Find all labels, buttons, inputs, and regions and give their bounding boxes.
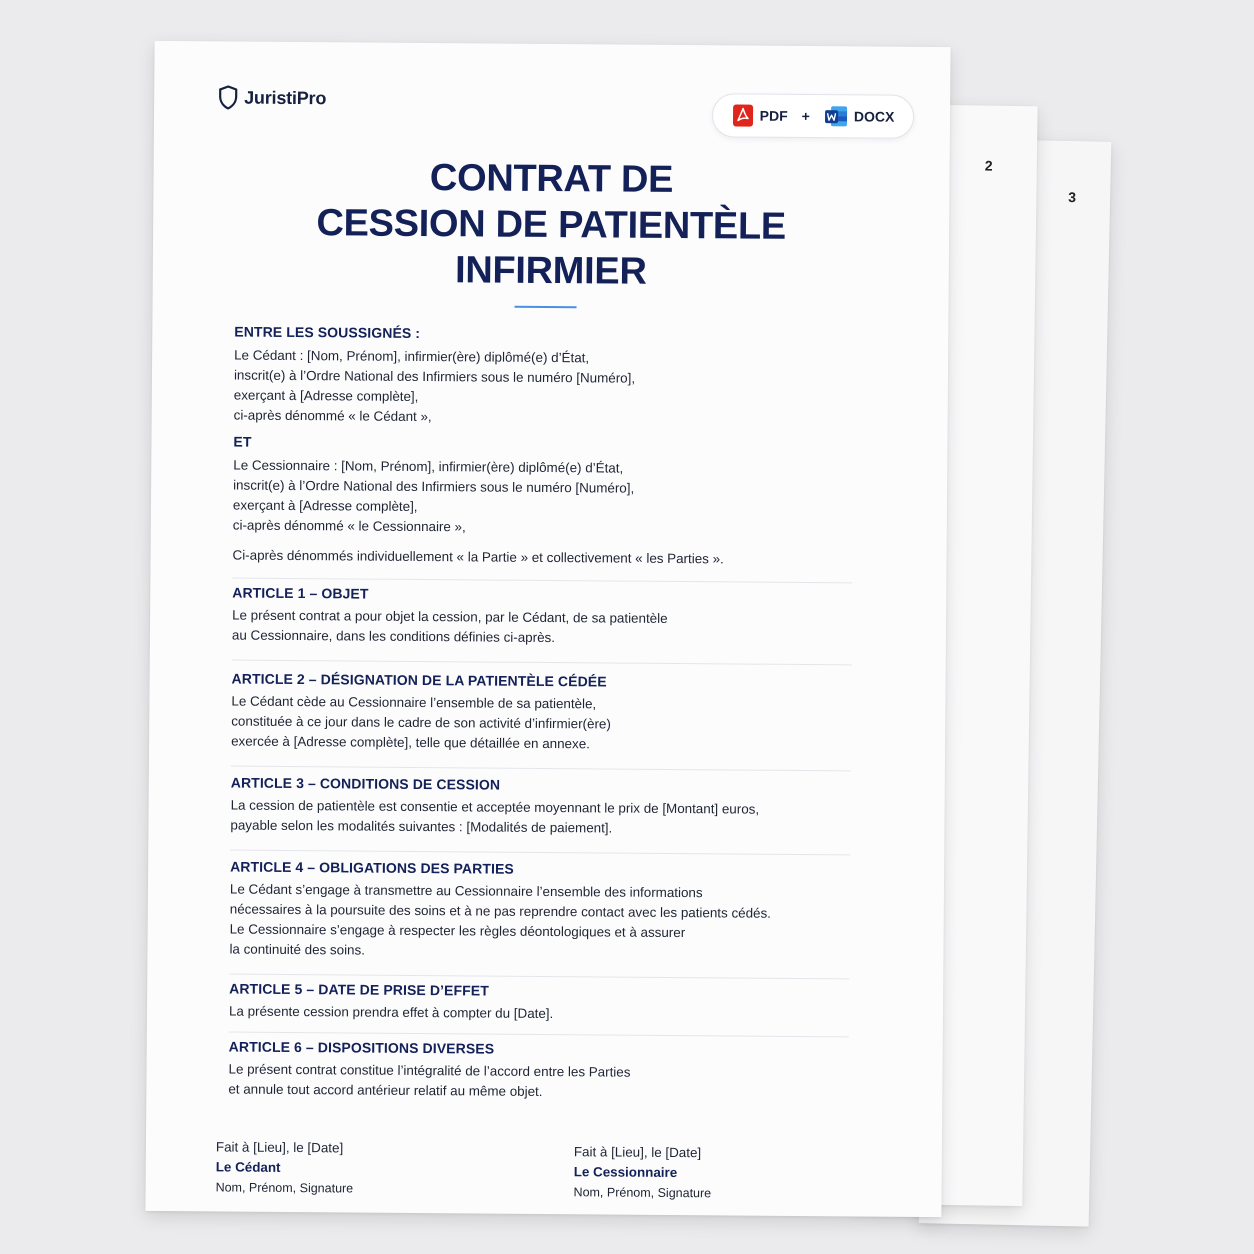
article-heading: ARTICLE 6 – DISPOSITIONS DIVERSES	[228, 1038, 495, 1057]
article-4	[229, 851, 850, 979]
article-line: constituée à ce jour dans le cadre de son activité d’infirmier(ère)	[231, 713, 611, 732]
article-line: et annule tout accord antérieur relatif au même objet.	[228, 1081, 543, 1099]
article-heading: ARTICLE 5 – DATE DE PRISE D’EFFET	[229, 980, 489, 999]
article-3	[230, 767, 851, 855]
article-line: Le Cédant s’engage à transmettre au Cessionnaire l’ensemble des informations	[229, 881, 703, 901]
article-heading: ARTICLE 3 – CONDITIONS DE CESSION	[230, 774, 501, 793]
cessionnaire-block	[233, 456, 854, 541]
et-heading: ET	[233, 433, 252, 450]
shield-icon	[218, 85, 238, 109]
title-underline	[515, 306, 577, 308]
article-line: au Cessionnaire, dans les conditions définies ci-après.	[231, 627, 556, 646]
article-line: Le Cédant cède au Cessionnaire l’ensemble de sa patientèle,	[231, 693, 597, 712]
article-line: Le présent contrat a pour objet la cession, par le Cédant, de sa patientèle	[232, 607, 668, 626]
brand-name: JuristiPro	[244, 87, 327, 108]
cedant-line: inscrit(e) à l’Ordre National des Infirmiers sous le numéro [Numéro],	[233, 367, 636, 386]
article-line: Le présent contrat constitue l’intégralité de l’accord entre les Parties	[228, 1061, 631, 1080]
signature-fields: Nom, Prénom, Signature	[573, 1185, 712, 1201]
cedant-line: Le Cédant : [Nom, Prénom], infirmier(ère) diplômé(e) d’État,	[234, 347, 590, 366]
article-line: La présente cession prendra effet à compter du [Date].	[228, 1003, 554, 1022]
contract-body	[228, 324, 854, 1105]
signature-fields: Nom, Prénom, Signature	[215, 1180, 354, 1196]
signature-place-date: Fait à [Lieu], le [Date]	[215, 1139, 344, 1156]
article-6	[228, 1033, 849, 1105]
cedant-block	[234, 346, 855, 431]
pdf-label: PDF	[759, 107, 788, 124]
word-icon	[824, 104, 848, 128]
article-heading: ARTICLE 2 – DÉSIGNATION DE LA PATIENTÈLE CÉDÉE	[231, 670, 607, 690]
article-line: exercée à [Adresse complète], telle que détaillée en annexe.	[231, 733, 590, 752]
cessionnaire-line: Le Cessionnaire : [Nom, Prénom], infirmier(ère) diplômé(e) d’État,	[233, 457, 624, 476]
page-2-number: 2	[984, 157, 993, 174]
article-2	[231, 661, 852, 771]
signature-place-date: Fait à [Lieu], le [Date]	[573, 1144, 702, 1161]
cedant-line: exerçant à [Adresse complète],	[233, 387, 419, 404]
pdf-icon	[732, 103, 754, 127]
signature-cessionnaire	[573, 1142, 711, 1203]
article-line: payable selon les modalités suivantes : [Modalités de paiement].	[230, 817, 613, 836]
cessionnaire-line: ci-après dénommé « le Cessionnaire »,	[232, 517, 466, 535]
article-line: nécessaires à la poursuite des soins et à ne pas reprendre contact avec les patients cédés.	[229, 901, 771, 921]
pdf-format	[732, 103, 788, 127]
article-heading: ARTICLE 1 – OBJET	[232, 584, 369, 602]
brand-logo	[218, 85, 326, 110]
collective-designation: Ci-après dénommés individuellement « la Partie » et collectivement « les Parties ».	[232, 547, 724, 567]
cedant-line: ci-après dénommé « le Cédant »,	[233, 407, 432, 425]
article-heading: ARTICLE 4 – OBLIGATIONS DES PARTIES	[230, 858, 514, 877]
page-3-number: 3	[1068, 189, 1077, 206]
title-line-3: INFIRMIER	[454, 249, 647, 293]
format-badge	[712, 93, 914, 139]
document-title	[153, 153, 950, 297]
title-line-2: CESSION DE PATIENTÈLE	[316, 202, 787, 248]
signature-role: Le Cédant	[215, 1159, 281, 1175]
docx-format	[824, 104, 895, 129]
title-line-1: CONTRAT DE	[429, 157, 674, 201]
signature-cedant	[216, 1137, 354, 1198]
article-line: la continuité des soins.	[229, 941, 366, 958]
article-line: La cession de patientèle est consentie et acceptée moyennant le prix de [Montant] euros,	[230, 797, 760, 817]
article-1	[232, 579, 853, 665]
page-1-sheet	[145, 41, 950, 1217]
article-line: Le Cessionnaire s’engage à respecter les règles déontologiques et à assurer	[229, 921, 686, 941]
parties-heading: ENTRE LES SOUSSIGNÉS :	[234, 323, 421, 341]
parties-section	[232, 324, 854, 571]
signature-role: Le Cessionnaire	[573, 1164, 678, 1181]
docx-label: DOCX	[853, 108, 895, 125]
article-5	[229, 975, 849, 1037]
cessionnaire-line: exerçant à [Adresse complète],	[232, 497, 418, 514]
cessionnaire-line: inscrit(e) à l’Ordre National des Infirmiers sous le numéro [Numéro],	[233, 477, 635, 496]
plus-sign: +	[801, 107, 810, 125]
